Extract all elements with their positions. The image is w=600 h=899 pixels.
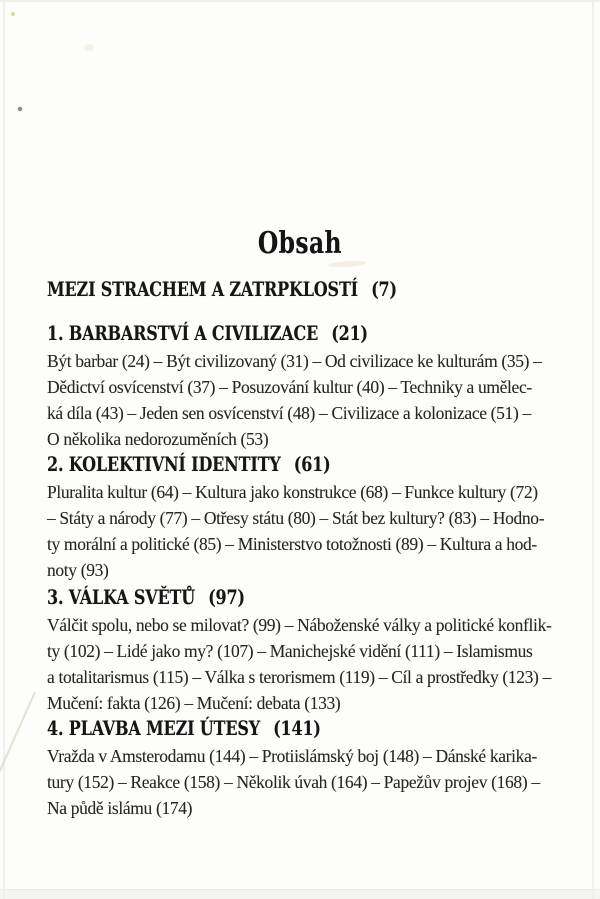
toc-line: O několika nedorozuměních (53) <box>47 429 269 449</box>
toc-line: Pluralita kultur (64) – Kultura jako konstrukce (68) – Funkce kultury (72) <box>47 482 538 502</box>
toc-line: Na půdě islámu (174) <box>47 798 193 818</box>
toc-section-3-page: (97) <box>208 586 245 609</box>
toc-entry-intro <box>47 277 587 304</box>
toc-section-3 <box>47 585 587 716</box>
toc-section-3-heading <box>47 585 587 612</box>
toc-section-1-title: 1. BARBARSTVÍ A CIVILIZACE <box>47 322 319 345</box>
toc-entry-intro-label: MEZI STRACHEM A ZATRPKLOSTÍ <box>47 278 358 301</box>
toc-line: ty morální a politické (85) – Ministerstvo totožnosti (89) – Kultura a hod- <box>47 534 537 554</box>
toc-line: ty (102) – Lidé jako my? (107) – Manichejské vidění (111) – Islamismus <box>47 641 533 661</box>
toc-section-2-page: (61) <box>293 453 331 476</box>
scan-speck <box>18 107 22 111</box>
scan-smudge <box>84 44 94 51</box>
toc-section-2-title: 2. KOLEKTIVNÍ IDENTITY <box>47 453 281 476</box>
toc-line: Válčit spolu, nebo se milovat? (99) – Náboženské války a politické konflik- <box>47 615 552 635</box>
toc-line: ká díla (43) – Jeden sen osvícenství (48) – Civilizace a kolonizace (51) – <box>47 403 531 423</box>
toc-line: a totalitarismus (115) – Válka s terorismem (119) – Cíl a prostředky (123) – <box>47 667 551 687</box>
toc-section-1-page: (21) <box>331 322 368 345</box>
page-edge-top <box>0 0 600 2</box>
toc-section-1 <box>47 321 587 452</box>
toc-line: Mučení: fakta (126) – Mučení: debata (133) <box>47 693 341 713</box>
scan-speck <box>11 12 15 16</box>
toc-section-2-heading <box>47 452 587 479</box>
paper-crease-mark <box>0 692 36 786</box>
page-title <box>0 226 600 267</box>
toc-line: Být barbar (24) – Být civilizovaný (31) – Od civilizace ke kulturám (35) – <box>47 351 542 371</box>
toc-line: noty (93) <box>47 560 109 580</box>
page-edge-right <box>592 0 594 899</box>
toc-section-3-title: 3. VÁLKA SVĚTŮ <box>47 586 195 609</box>
toc-line: Dědictví osvícenství (37) – Posuzování kultur (40) – Techniky a umělec- <box>47 377 532 397</box>
toc-section-1-heading <box>47 321 587 348</box>
toc-section-4-page: (141) <box>273 717 321 740</box>
toc-entry-intro-page: (7) <box>371 278 397 301</box>
page-title-text: Obsah <box>257 226 343 261</box>
toc-section-4-heading <box>47 716 587 743</box>
toc-line: Vražda v Amsterodamu (144) – Protiislámský boj (148) – Dánské karika- <box>47 746 537 766</box>
toc-section-4 <box>47 716 587 821</box>
toc-section-4-title: 4. PLAVBA MEZI ÚTESY <box>47 717 260 740</box>
toc-line: tury (152) – Reakce (158) – Několik úvah (164) – Papežův projev (168) – <box>47 772 540 792</box>
toc-section-2 <box>47 452 587 583</box>
toc-line: – Státy a národy (77) – Otřesy státu (80) – Stát bez kultury? (83) – Hodno- <box>47 508 545 528</box>
page-edge-bottom <box>0 889 600 899</box>
